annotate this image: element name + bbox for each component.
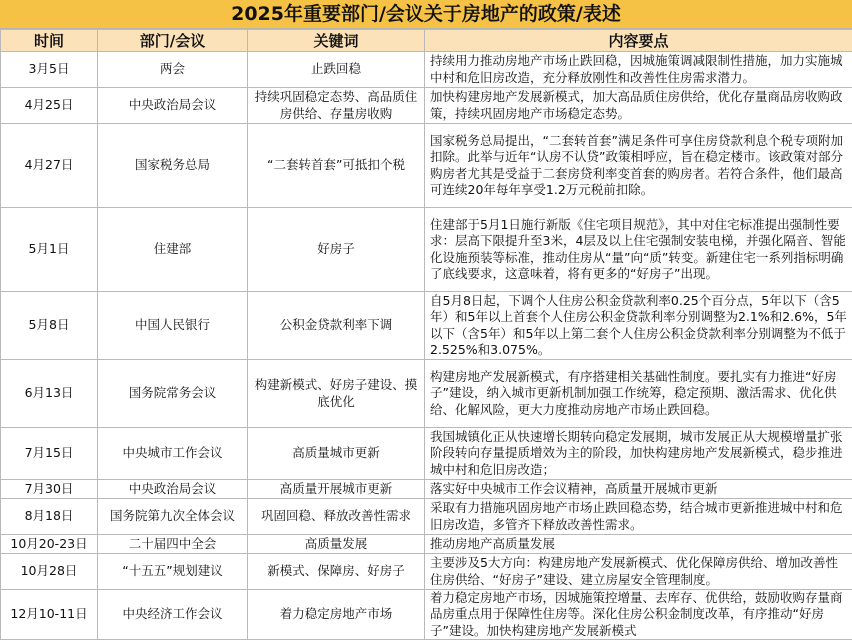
cell-keyword: 巩固回稳、释放改善性需求 — [248, 499, 425, 535]
cell-time: 5月8日 — [1, 292, 98, 360]
cell-keyword: 高质量城市更新 — [248, 428, 425, 480]
cell-time: 10月28日 — [1, 554, 98, 590]
cell-dept: 中央政治局会议 — [98, 480, 248, 499]
cell-time: 6月13日 — [1, 360, 98, 428]
table-row — [1, 124, 852, 208]
table-row — [1, 590, 852, 640]
cell-content: 推动房地产高质量发展 — [425, 535, 852, 554]
cell-keyword: 构建新模式、好房子建设、摸底优化 — [248, 360, 425, 428]
column-header-dept: 部门/会议 — [98, 30, 248, 52]
cell-content: 国家税务总局提出，“二套转首套”满足条件可享住房贷款利息个税专项附加扣除。此举与近年“认房不认贷”政策相呼应，旨在稳定楼市。该政策对部分购房者尤其是受益于二套房贷利率变首套的购房者。若符合条件，他们最高可连续20年每年享受1.2万元税前扣除。 — [425, 124, 852, 208]
cell-keyword: “二套转首套”可抵扣个税 — [248, 124, 425, 208]
column-header-time: 时间 — [1, 30, 98, 52]
cell-dept: “十五五”规划建议 — [98, 554, 248, 590]
table-row — [1, 480, 852, 499]
page-title: 2025年重要部门/会议关于房地产的政策/表述 — [0, 0, 852, 29]
cell-time: 4月25日 — [1, 88, 98, 124]
cell-time: 10月20-23日 — [1, 535, 98, 554]
cell-keyword: 持续巩固稳定态势、高品质住房供给、存量房收购 — [248, 88, 425, 124]
table-row — [1, 554, 852, 590]
cell-time: 8月18日 — [1, 499, 98, 535]
table-row — [1, 88, 852, 124]
cell-time: 4月27日 — [1, 124, 98, 208]
table-row — [1, 499, 852, 535]
cell-time: 3月5日 — [1, 52, 98, 88]
cell-keyword: 着力稳定房地产市场 — [248, 590, 425, 640]
table-row — [1, 208, 852, 292]
table-header-row — [1, 30, 852, 52]
cell-dept: 中央政治局会议 — [98, 88, 248, 124]
cell-dept: 国家税务总局 — [98, 124, 248, 208]
table-row — [1, 52, 852, 88]
cell-dept: 国务院常务会议 — [98, 360, 248, 428]
cell-content: 持续用力推动房地产市场止跌回稳，因城施策调减限制性措施，加力实施城中村和危旧房改造，充分释放刚性和改善性住房需求潜力。 — [425, 52, 852, 88]
cell-dept: 国务院第九次全体会议 — [98, 499, 248, 535]
cell-content: 着力稳定房地产市场，因城施策控增量、去库存、优供给，鼓励收购存量商品房重点用于保障性住房等。深化住房公积金制度改革，有序推动“好房子”建设。加快构建房地产发展新模式 — [425, 590, 852, 640]
column-header-keyword: 关键词 — [248, 30, 425, 52]
cell-time: 7月15日 — [1, 428, 98, 480]
cell-content: 我国城镇化正从快速增长期转向稳定发展期，城市发展正从大规模增量扩张阶段转向存量提质增效为主的阶段，加快构建房地产发展新模式，稳步推进城中村和危旧房改造； — [425, 428, 852, 480]
cell-dept: 中国人民银行 — [98, 292, 248, 360]
cell-content: 落实好中央城市工作会议精神，高质量开展城市更新 — [425, 480, 852, 499]
cell-keyword: 高质量开展城市更新 — [248, 480, 425, 499]
cell-content: 自5月8日起，下调个人住房公积金贷款利率0.25个百分点，5年以下（含5年）和5年以上首套个人住房公积金贷款利率分别调整为2.1%和2.6%，5年以下（含5年）和5年以上第二套个人住房公积金贷款利率分别调整为不低于2.525%和3.075%。 — [425, 292, 852, 360]
cell-keyword: 公积金贷款利率下调 — [248, 292, 425, 360]
cell-time: 7月30日 — [1, 480, 98, 499]
cell-dept: 两会 — [98, 52, 248, 88]
cell-keyword: 止跌回稳 — [248, 52, 425, 88]
table-row — [1, 360, 852, 428]
cell-dept: 中央城市工作会议 — [98, 428, 248, 480]
cell-time: 12月10-11日 — [1, 590, 98, 640]
cell-keyword: 新模式、保障房、好房子 — [248, 554, 425, 590]
cell-dept: 住建部 — [98, 208, 248, 292]
cell-dept: 中央经济工作会议 — [98, 590, 248, 640]
cell-dept: 二十届四中全会 — [98, 535, 248, 554]
policy-table — [0, 29, 852, 640]
cell-content: 采取有力措施巩固房地产市场止跌回稳态势，结合城市更新推进城中村和危旧房改造，多管齐下释放改善性需求。 — [425, 499, 852, 535]
cell-time: 5月1日 — [1, 208, 98, 292]
cell-content: 主要涉及5大方向：构建房地产发展新模式、优化保障房供给、增加改善性住房供给、“好房子”建设、建立房屋安全管理制度。 — [425, 554, 852, 590]
cell-content: 加快构建房地产发展新模式，加大高品质住房供给，优化存量商品房收购政策，持续巩固房地产市场稳定态势。 — [425, 88, 852, 124]
column-header-content: 内容要点 — [425, 30, 852, 52]
cell-keyword: 好房子 — [248, 208, 425, 292]
cell-content: 住建部于5月1日施行新版《住宅项目规范》，其中对住宅标准提出强制性要求：层高下限提升至3米，4层及以上住宅强制安装电梯，并强化隔音、智能化设施预装等标准，推动住房从“量”向“质”转变。新建住宅一系列指标明确了底线要求，这意味着，将有更多的“好房子”出现。 — [425, 208, 852, 292]
table-row — [1, 428, 852, 480]
table-row — [1, 292, 852, 360]
cell-keyword: 高质量发展 — [248, 535, 425, 554]
table-row — [1, 535, 852, 554]
cell-content: 构建房地产发展新模式，有序搭建相关基础性制度。要扎实有力推进“好房子”建设，纳入城市更新机制加强工作统筹，稳定预期、激活需求、优化供给、化解风险，更大力度推动房地产市场止跌回稳。 — [425, 360, 852, 428]
